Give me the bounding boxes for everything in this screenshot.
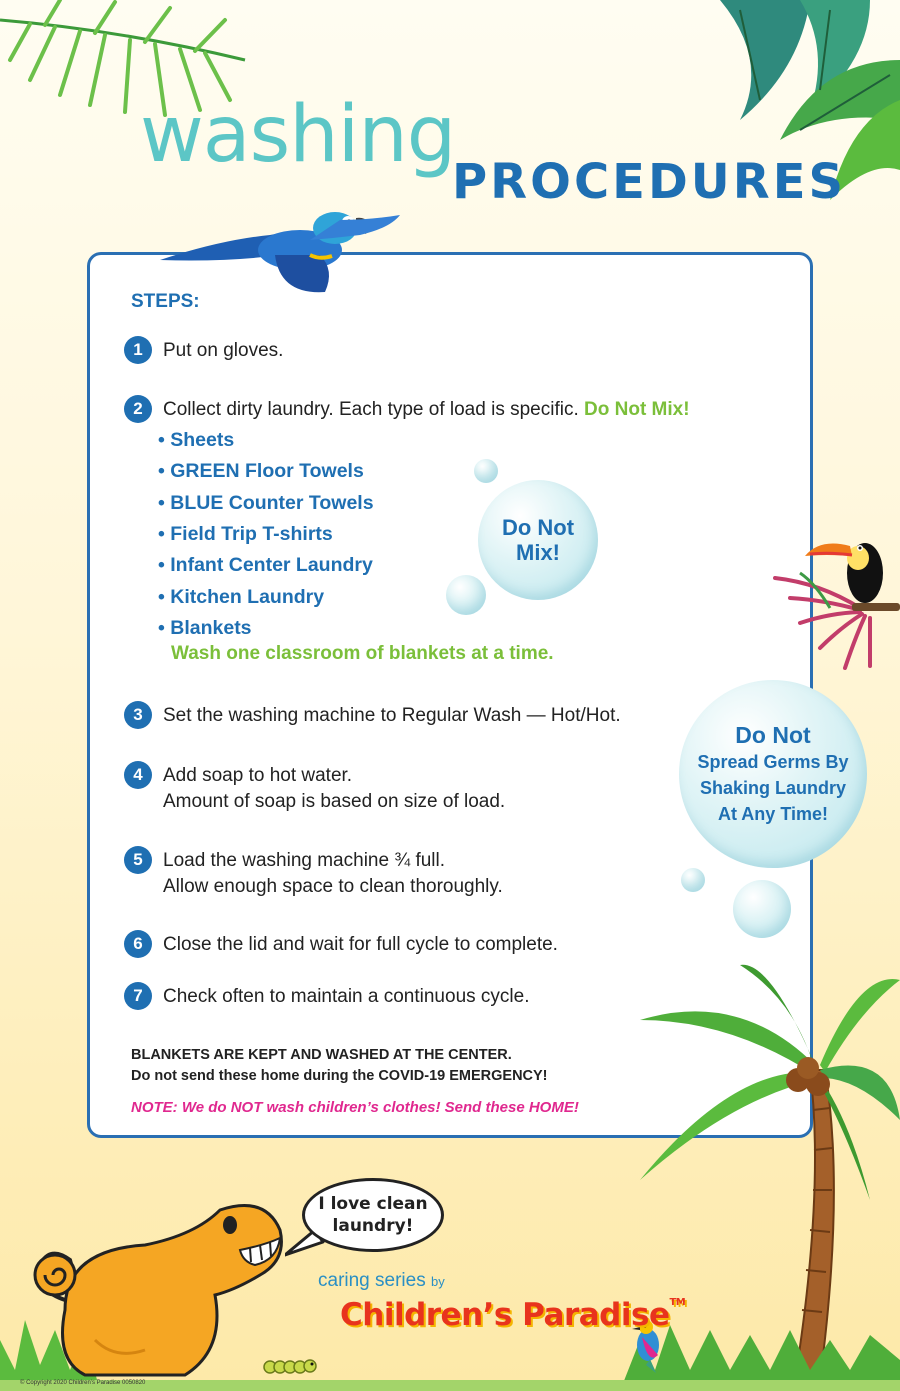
brand-name: Children’s Paradise xyxy=(340,1297,670,1333)
bubble-line: Do Not xyxy=(501,515,575,540)
caterpillar-icon xyxy=(262,1355,322,1375)
step-2 xyxy=(124,397,690,423)
caring-series-text: caring series xyxy=(318,1270,426,1291)
note-line: Do not send these home during the COVID-19 EMERGENCY! xyxy=(131,1068,548,1084)
blanket-note: Wash one classroom of blankets at a time. xyxy=(171,643,554,664)
by-text: by xyxy=(431,1274,445,1289)
copyright-notice: © Copyright 2020 Children’s Paradise 0050820 xyxy=(20,1380,146,1386)
bullet-item: • GREEN Floor Towels xyxy=(158,460,364,482)
step-number: 1 xyxy=(124,336,152,364)
step-text-main: Collect dirty laundry. Each type of load is specific. xyxy=(163,399,579,420)
caring-series-label xyxy=(318,1270,445,1292)
step-4 xyxy=(124,763,505,815)
clothes-note: NOTE: We do NOT wash children’s clothes! Send these HOME! xyxy=(131,1099,579,1116)
step-5 xyxy=(124,848,503,900)
title-procedures: PROCEDURES xyxy=(452,154,847,210)
bullet-item: • BLUE Counter Towels xyxy=(158,492,374,514)
note-line: BLANKETS ARE KEPT AND WASHED AT THE CENTER. xyxy=(131,1047,512,1063)
bullet-item: • Infant Center Laundry xyxy=(158,554,373,576)
bubble-line: Shaking Laundry xyxy=(699,778,846,798)
parrot-icon xyxy=(160,200,400,305)
step-number: 2 xyxy=(124,395,152,423)
speech-line: I love clean xyxy=(318,1194,428,1214)
speech-bubble xyxy=(302,1178,444,1252)
step-text-line: Add soap to hot water. xyxy=(163,765,353,786)
step-1 xyxy=(124,338,283,364)
speech-line: laundry! xyxy=(332,1216,414,1236)
do-not-spread-germs-bubble xyxy=(679,680,867,868)
step-text xyxy=(163,397,690,423)
step-text: Put on gloves. xyxy=(163,340,284,361)
step-text-line: Load the washing machine ¾ full. xyxy=(163,850,446,871)
step-3 xyxy=(124,703,621,729)
bullet-item: • Field Trip T-shirts xyxy=(158,523,333,545)
bullet-item: • Kitchen Laundry xyxy=(158,586,325,608)
step-number: 6 xyxy=(124,930,152,958)
do-not-mix-emphasis: Do Not Mix! xyxy=(584,399,690,420)
steps-heading: STEPS: xyxy=(131,291,200,312)
step-7 xyxy=(124,984,529,1010)
brand-logo xyxy=(340,1297,685,1333)
step-number: 4 xyxy=(124,761,152,789)
step-text: Close the lid and wait for full cycle to complete. xyxy=(163,934,558,955)
bubble-line: Spread Germs By xyxy=(697,752,849,772)
title-washing: washing xyxy=(140,90,456,180)
bullet-item: • Blankets xyxy=(158,617,252,639)
step-6 xyxy=(124,932,558,958)
bubble-decoration xyxy=(681,868,705,892)
step-text xyxy=(163,848,503,900)
bubble-line: At Any Time! xyxy=(717,804,828,824)
step-number: 5 xyxy=(124,846,152,874)
bubble-line: Do Not xyxy=(735,722,811,748)
step-text-line: Amount of soap is based on size of load. xyxy=(163,791,506,812)
trademark: TM xyxy=(669,1297,686,1308)
bubble-line: Mix! xyxy=(516,540,560,565)
cartoon-dog-icon xyxy=(25,1190,295,1385)
toucan-icon xyxy=(770,528,900,670)
step-text-line: Allow enough space to clean thoroughly. xyxy=(163,876,503,897)
step-text xyxy=(163,763,505,815)
blanket-policy-note xyxy=(131,1045,548,1087)
do-not-mix-bubble xyxy=(478,480,598,600)
step-text: Check often to maintain a continuous cycle. xyxy=(163,986,530,1007)
bubble-decoration xyxy=(733,880,791,938)
step-number: 3 xyxy=(124,701,152,729)
step-text: Set the washing machine to Regular Wash — Hot/Hot. xyxy=(163,705,621,726)
step-number: 7 xyxy=(124,982,152,1010)
bullet-item: • Sheets xyxy=(158,429,235,451)
